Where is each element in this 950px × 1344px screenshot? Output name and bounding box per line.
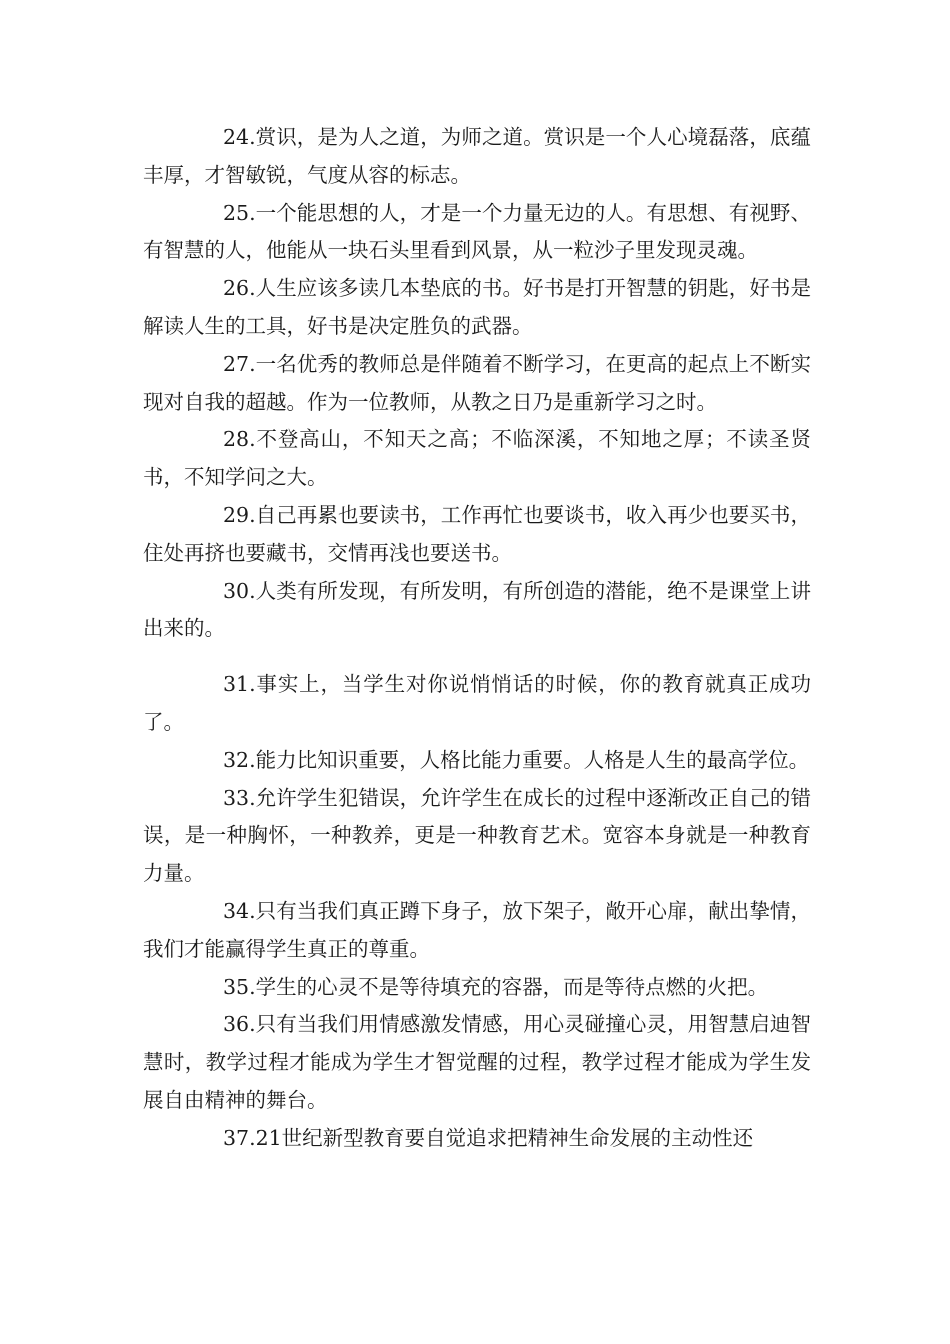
paragraph-28: 28.不登高山，不知天之高；不临深溪，不知地之厚；不读圣贤书，不知学问之大。 — [143, 427, 811, 490]
paragraph-31: 31.事实上，当学生对你说悄悄话的时候，你的教育就真正成功了。 — [143, 672, 811, 734]
paragraph-30: 30.人类有所发现，有所发明，有所创造的潜能，绝不是课堂上讲出来的。 — [143, 578, 811, 641]
paragraph-24: 24.赏识，是为人之道，为师之道。赏识是一个人心境磊落，底蕴丰厚，才智敏锐，气度从容的标志。 — [143, 125, 811, 187]
paragraph-33: 33.允许学生犯错误，允许学生在成长的过程中逐渐改正自己的错误，是一种胸怀，一种教养，更是一种教育艺术。宽容本身就是一种教育力量。 — [143, 785, 811, 886]
paragraph-32: 32.能力比知识重要，人格比能力重要。人格是人生的最高学位。 — [223, 747, 810, 772]
paragraph-25: 25.一个能思想的人，才是一个力量无边的人。有思想、有视野、有智慧的人，他能从一块石头里看到风景，从一粒沙子里发现灵魂。 — [143, 200, 811, 263]
paragraph-36: 36.只有当我们用情感激发情感，用心灵碰撞心灵，用智慧启迪智慧时，教学过程才能成为学生才智觉醒的过程，教学过程才能成为学生发展自由精神的舞台。 — [143, 1012, 811, 1112]
document-body — [143, 119, 811, 1158]
paragraph-34: 34.只有当我们真正蹲下身子，放下架子，敞开心扉，献出挚情，我们才能赢得学生真正的尊重。 — [143, 898, 811, 961]
paragraph-37: 37.21世纪新型教育要自觉追求把精神生命发展的主动性还 — [223, 1125, 754, 1150]
paragraph-29: 29.自己再累也要读书，工作再忙也要谈书，收入再少也要买书，住处再挤也要藏书，交情再浅也要送书。 — [143, 502, 811, 565]
paragraph-35: 35.学生的心灵不是等待填充的容器，而是等待点燃的火把。 — [223, 974, 769, 999]
paragraph-26: 26.人生应该多读几本垫底的书。好书是打开智慧的钥匙，好书是解读人生的工具，好书是决定胜负的武器。 — [143, 276, 811, 338]
paragraph-27: 27.一名优秀的教师总是伴随着不断学习，在更高的起点上不断实现对自我的超越。作为一位教师，从教之日乃是重新学习之时。 — [143, 351, 811, 414]
